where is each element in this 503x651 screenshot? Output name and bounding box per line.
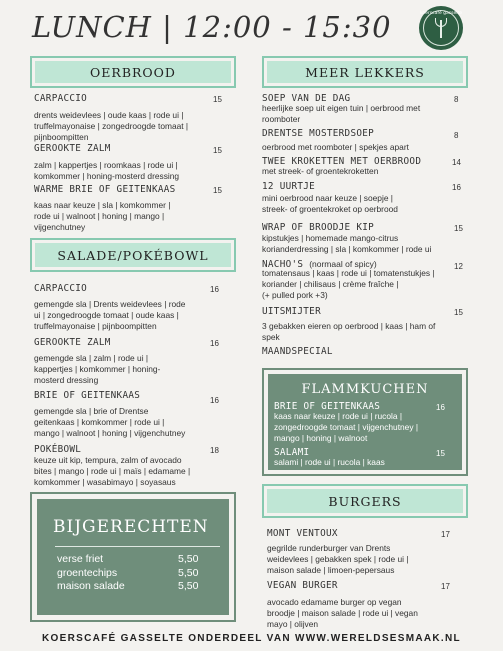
oerbrood-item-desc: kaas naar keuze | sla | komkommer | rode ui | walnoot | honing | mango | vijgenchutney [34,200,171,232]
meer-item-suffix: (normaal of spicy) [309,259,377,269]
salade-item-desc: gemengde sla | Drents weidevlees | rode ui | zongedroogde tomaat | oude kaas | truffelmayonaise | pijnboompitten [34,299,186,331]
salade-header-label: SALADE/POKÉBOWL [35,243,231,267]
meer-item-price: 14 [452,158,461,167]
oerbrood-item-price: 15 [213,186,222,195]
burger-item-price: 17 [441,530,450,539]
bijgerecht-price: 5,50 [178,566,199,579]
oerbrood-item-price: 15 [213,146,222,155]
burger-item-name: VEGAN BURGER [267,580,338,591]
bijgerecht-price: 5,50 [178,580,199,592]
burger-item-price: 17 [441,582,450,591]
salade-item-desc: gemengde sla | brie of Drentse geitenkaas | komkommer | rode ui | mango | walnoot | honing | vijgenchutney [34,406,186,438]
oerbrood-item-desc: zalm | kappertjes | roomkaas | rode ui | komkommer | honing-mosterd dressing [34,160,180,181]
flammkuchen-box [262,368,468,476]
meer-item-name: MAANDSPECIAL [262,346,333,357]
burger-item-name: MONT VENTOUX [267,528,338,539]
bijgerechten-names [57,553,125,594]
salade-item-price: 16 [210,285,219,294]
meer-item-desc: tomatensaus | kaas | rode ui | tomatenstukjes | koriander | chilisaus | crème fraîche | (+ pulled pork +3) [262,268,435,300]
burgers-header [262,484,468,518]
bijgerecht-name: groentechips [57,566,118,579]
meer-item-desc: met streek- of groentekroketten [262,166,379,176]
logo-text: koerscafé gasselte [419,11,463,16]
bijgerechten-prices [178,553,198,594]
flamm-item-price: 15 [436,449,445,458]
oerbrood-item-name: CARPACCIO [34,93,88,104]
meer-item-name: WRAP OF BROODJE KIP [262,222,375,233]
bijgerecht-name: verse friet [57,553,104,565]
burger-item-desc: gegrilde runderburger van Drents weidevlees | gebakken spek | rode ui | maison salade | limoen-pepersaus [267,543,409,575]
flammkuchen-header: FLAMMKUCHEN [301,382,429,397]
salade-item-name: POKÉBOWL [34,444,82,455]
meer-item-price: 16 [452,183,461,192]
meer-item-title: NACHO'S [262,259,304,270]
oerbrood-item-desc: drents weidevlees | oude kaas | rode ui | truffelmayonaise | zongedroogde tomaat | pijnboompitten [34,110,189,142]
meer-item-name: 12 UURTJE [262,181,316,192]
flamm-item-name: SALAMI [274,447,310,458]
meer-item-desc: heerlijke soep uit eigen tuin | oerbrood met roomboter [262,103,421,124]
flamm-item-desc: kaas naar keuze | rode ui | rucola | zongedroogde tomaat | vijgenchutney | mango | honing | walnoot [274,411,419,443]
bijgerechten-box [30,492,236,622]
meer-item-price: 8 [454,95,459,104]
bijgerechten-divider [55,546,220,547]
salade-item-price: 18 [210,446,219,455]
flammkuchen-panel [268,374,462,470]
meer-item-price: 15 [454,224,463,233]
flamm-item-desc: salami | rode ui | rucola | kaas [274,457,385,467]
meer-item-desc: oerbrood met roomboter | spekjes apart [262,142,409,152]
meer-item-desc: 3 gebakken eieren op oerbrood | kaas | ham of spek [262,321,436,342]
salade-item-desc: keuze uit kip, tempura, zalm of avocado bites | mango | rode ui | maïs | edamame | komkommer | wasabimayo | soyasaus [34,455,191,487]
bijgerechten-header: BIJGERECHTEN [53,517,209,537]
oerbrood-item-price: 15 [213,95,222,104]
meer-item-price: 12 [454,262,463,271]
meer-item-desc: kipstukjes | homemade mango-citrus korianderdressing | sla | komkommer | rode ui [262,233,432,254]
salade-header [30,238,236,272]
flamm-item-name: BRIE OF GEITENKAAS [274,401,381,412]
meer-item-name: TWEE KROKETTEN MET OERBROOD [262,156,422,167]
page-title: LUNCH | 12:00 - 15:30 [32,10,392,44]
bijgerecht-name: maison salade [57,580,125,592]
flamm-item-price: 16 [436,403,445,412]
oerbrood-item-name: WARME BRIE OF GEITENKAAS [34,184,176,195]
bijgerecht-price: 5,50 [178,553,199,565]
meer-item-desc: mini oerbrood naar keuze | soepje | streek- of groentekroket op oerbrood [262,193,398,214]
meer-item-price: 8 [454,131,459,140]
meer-item-name: DRENTSE MOSTERDSOEP [262,128,375,139]
bijgerechten-panel [37,499,229,615]
logo-stem [440,20,442,38]
salade-item-name: BRIE OF GEITENKAAS [34,390,141,401]
salade-item-name: CARPACCIO [34,283,88,294]
meer-item-name: UITSMIJTER [262,306,321,317]
salade-item-price: 16 [210,396,219,405]
salade-item-price: 16 [210,339,219,348]
salade-item-desc: gemengde sla | zalm | rode ui | kappertjes | komkommer | honing- mosterd dressing [34,353,161,385]
meer-item-price: 15 [454,308,463,317]
meer-item-name: SOEP VAN DE DAG [262,93,351,104]
burger-item-desc: avocado edamame burger op vegan broodje | maison salade | rode ui | vegan mayo | olijven [267,597,418,629]
oerbrood-header [30,56,236,88]
salade-item-name: GEROOKTE ZALM [34,337,111,348]
meer-lekkers-header-label: MEER LEKKERS [267,61,463,83]
meer-lekkers-header [262,56,468,88]
oerbrood-header-label: OERBROOD [35,61,231,83]
footer-text: KOERSCAFÉ GASSELTE ONDERDEEL VAN WWW.WERELDSESMAAK.NL [42,633,461,644]
oerbrood-item-name: GEROOKTE ZALM [34,143,111,154]
burgers-header-label: BURGERS [267,489,463,513]
cafe-logo [419,6,463,50]
